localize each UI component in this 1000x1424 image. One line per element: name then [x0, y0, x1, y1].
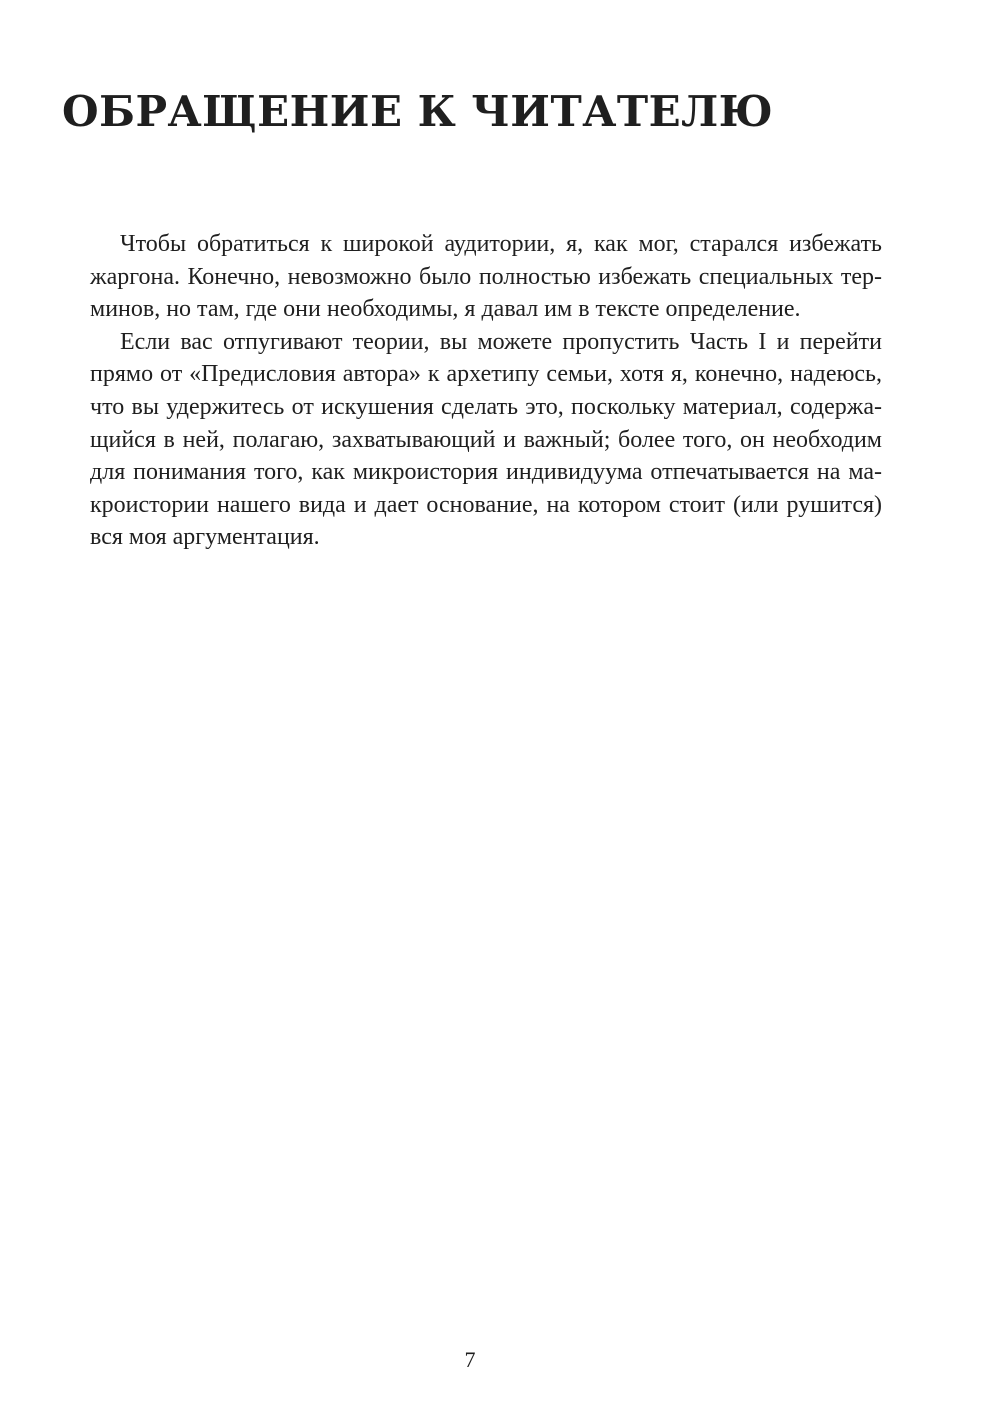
text-line: прямо от «Предисловия автора» к архетипу семьи, хотя я, конечно, надеюсь, — [90, 361, 882, 388]
text-line: для понимания того, как микроистория индивидуума отпечатывается на ма- — [90, 459, 882, 486]
paragraph-1 — [90, 228, 882, 326]
text-line: что вы удержитесь от искушения сделать это, поскольку материал, содержа- — [90, 393, 882, 420]
text-line: Если вас отпугивают теории, вы можете пропустить Часть I и перейти — [120, 328, 882, 355]
text-line: кроистории нашего вида и дает основание, на котором стоит (или рушится) — [90, 491, 882, 518]
text-line: щийся в ней, полагаю, захватывающий и важный; более того, он необходим — [90, 426, 882, 453]
chapter-title: ОБРАЩЕНИЕ К ЧИТАТЕЛЮ — [62, 87, 774, 136]
paragraph-2 — [90, 326, 882, 554]
text-line: Чтобы обратиться к широкой аудитории, я, как мог, старался избежать — [120, 231, 882, 257]
text-line: минов, но там, где они необходимы, я давал им в тексте определение. — [90, 296, 801, 323]
text-line: жаргона. Конечно, невозможно было полностью избежать специальных тер- — [90, 263, 882, 290]
text-line: вся моя аргументация. — [90, 524, 320, 551]
page-number: 7 — [464, 1347, 476, 1372]
body-text — [90, 228, 882, 554]
